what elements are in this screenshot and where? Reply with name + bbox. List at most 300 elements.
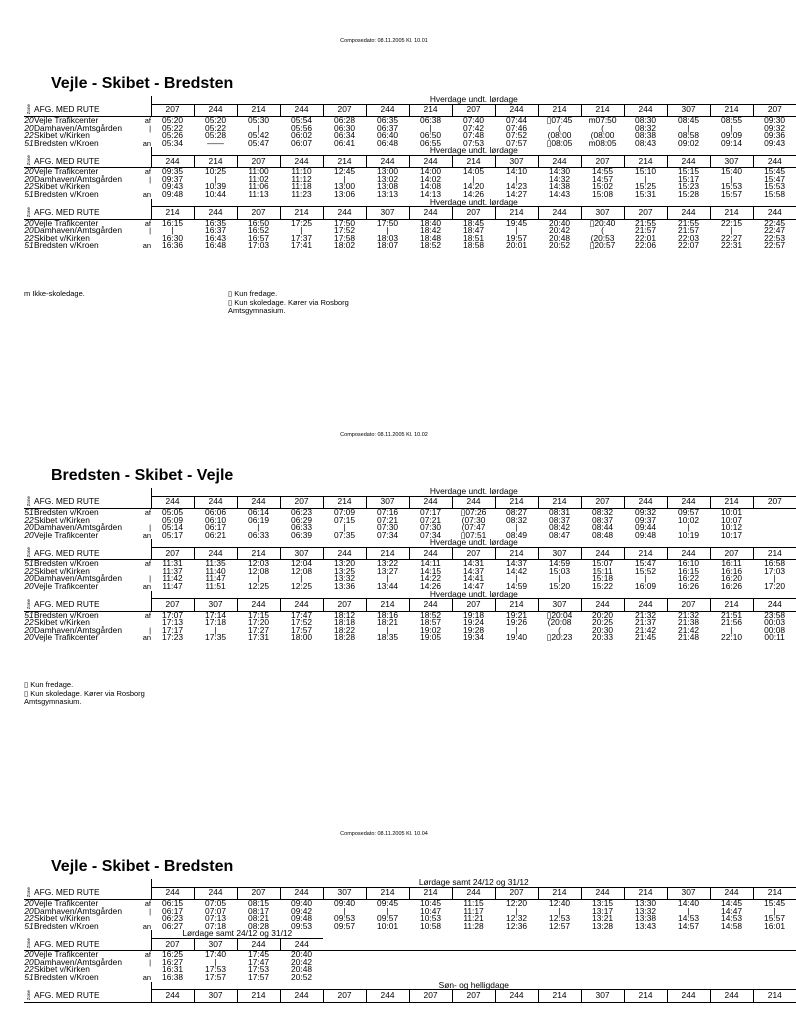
departure-time: 08:47 [549, 529, 571, 540]
zone-number: 20 [24, 173, 34, 184]
route-number: 207 [710, 547, 753, 559]
period-title: Lørdage samt 24/12 og 31/12 [151, 930, 323, 938]
route-number: 214 [581, 104, 624, 116]
arrive-depart: an [142, 582, 152, 592]
departure-time: 09:48 [162, 189, 184, 200]
departure-time: 05:30 [248, 114, 270, 125]
zone-number: 51 [24, 506, 34, 517]
zone-number: 22 [24, 130, 34, 141]
zone-number: 51 [24, 972, 34, 983]
departure-time: 06:19 [248, 514, 270, 525]
arrive-depart: af [144, 218, 152, 228]
departure-time: 22:03 [678, 232, 700, 243]
departure-time: 15:47 [764, 173, 786, 184]
zone-number: 20 [24, 632, 34, 643]
route-number: 244 [280, 599, 323, 611]
period-title: Hverdage undt. lørdage [151, 96, 796, 104]
departure-time: 14:55 [592, 166, 614, 177]
departure-time: 08:49 [506, 529, 528, 540]
departure-time: 16:35 [205, 217, 227, 228]
departure-time: 21:38 [678, 617, 700, 628]
departure-time: 15:07 [592, 558, 614, 569]
route-number: 214 [538, 496, 581, 508]
departure-time: 11:18 [291, 181, 312, 192]
departure-time: 00:08 [764, 624, 786, 635]
route-number: 214 [538, 887, 581, 899]
departure-time: 14:30 [549, 166, 571, 177]
period-row [24, 147, 796, 155]
route-number: 214 [753, 547, 796, 559]
departure-time: 12:25 [248, 581, 270, 592]
departure-time: 12:57 [549, 920, 571, 931]
departure-time: 17:50 [377, 217, 399, 228]
departure-time: ▯20:04 [546, 609, 573, 620]
stop-name: Vejle Trafikcenter [34, 166, 99, 177]
departure-time: 13:32 [334, 573, 356, 584]
departure-time: 06:33 [248, 529, 270, 540]
route-number: 244 [409, 496, 452, 508]
route-number: 244 [323, 547, 366, 559]
departure-time: 07:35 [334, 529, 356, 540]
departure-time: 09:44 [635, 522, 657, 533]
departure-time: 18:51 [463, 232, 485, 243]
route-row [24, 990, 796, 1002]
stop-name: Vejle Trafikcenter [34, 632, 99, 643]
arrive-depart: an [142, 190, 152, 200]
departure-time: | [214, 624, 217, 635]
route-number: 244 [753, 155, 796, 167]
departure-time: 20:25 [592, 617, 614, 628]
arrive-depart: | [149, 906, 152, 916]
arrive-depart: | [149, 574, 152, 584]
departure-time: 17:18 [205, 617, 227, 628]
zone-header-label: Zone [26, 547, 32, 558]
stop-row [24, 959, 796, 967]
departure-time: 22:45 [764, 217, 786, 228]
period-title: Hverdage undt. lørdage [151, 147, 796, 155]
departure-time: 22:27 [721, 232, 743, 243]
departure-time: 22:31 [721, 240, 743, 251]
departure-time: 11:10 [291, 166, 312, 177]
stop-name: Bredsten v/Kroen [34, 240, 99, 251]
departure-time: 14:27 [506, 189, 528, 200]
departure-time: 18:40 [420, 217, 442, 228]
route-number: 244 [366, 155, 409, 167]
departure-time: 13:21 [592, 913, 614, 924]
departure-time: 07:53 [463, 137, 485, 148]
arrive-depart: an [142, 921, 152, 931]
zone-number: 20 [24, 166, 34, 177]
departure-time: 10:19 [678, 529, 700, 540]
footnote-list [24, 681, 145, 707]
footnote-line: ▯ Kun skoledage. Kører via Rosborg [24, 688, 145, 698]
stop-row [24, 966, 796, 974]
departure-time: 17:25 [291, 217, 313, 228]
arrive-depart: | [149, 625, 152, 635]
departure-time: 14:37 [506, 558, 528, 569]
route-number: 207 [667, 599, 710, 611]
departure-time: 14:42 [506, 565, 528, 576]
departure-time: m07:50 [588, 114, 617, 125]
departure-time: 15:45 [764, 897, 786, 908]
departure-time: 13:44 [377, 581, 399, 592]
route-number: 244 [538, 207, 581, 219]
route-number: 244 [194, 496, 237, 508]
departure-time: 06:29 [291, 514, 313, 525]
route-number: 207 [495, 887, 538, 899]
period-title: Søn- og helligdage [151, 982, 796, 990]
departure-time: ▯08:05 [546, 137, 573, 148]
departure-time: 13:08 [377, 181, 399, 192]
zone-number: 22 [24, 617, 34, 628]
departure-time: 15:03 [549, 565, 571, 576]
departure-time: 13:32 [635, 905, 657, 916]
stop-row [24, 634, 796, 642]
departure-time: 16:30 [162, 232, 184, 243]
route-label: AFG. MED RUTE [34, 207, 151, 219]
period-spacer [24, 930, 151, 938]
stop-name: Bredsten v/Kroen [34, 920, 99, 931]
departure-time: 22:10 [721, 632, 743, 643]
departure-time: 22:07 [678, 240, 700, 251]
stop-name: Damhaven/Amtsgården [34, 122, 122, 133]
timetable-block [24, 488, 796, 539]
departure-time: 15:52 [635, 565, 657, 576]
arrive-depart: an [142, 241, 152, 251]
departure-time: 07:13 [205, 913, 227, 924]
departure-time: 16:36 [162, 240, 184, 251]
departure-time: 13:00 [377, 166, 399, 177]
departure-time: 16:01 [764, 920, 786, 931]
departure-time: 17:53 [248, 964, 270, 975]
footnote-line: Amtsgymnasium. [24, 697, 82, 706]
departure-time: 21:45 [635, 632, 657, 643]
route-number: 214 [710, 599, 753, 611]
departure-time: | [687, 122, 690, 133]
departure-time: 18:07 [377, 240, 399, 251]
route-number: 244 [452, 887, 495, 899]
departure-time: | [343, 173, 346, 184]
time-filler [323, 974, 796, 982]
route-number: 214 [538, 104, 581, 116]
zone-number: 51 [24, 609, 34, 620]
departure-time: 15:11 [592, 565, 613, 576]
route-number: 307 [667, 887, 710, 899]
departure-time: 09:43 [764, 137, 786, 148]
departure-time: ( [601, 225, 604, 236]
departure-time: 14:20 [463, 181, 485, 192]
departure-time: | [515, 905, 518, 916]
departure-time: 16:57 [248, 232, 270, 243]
departure-time: (20:08 [547, 617, 572, 628]
zone-number: 20 [24, 897, 34, 908]
departure-time: ( [601, 122, 604, 133]
departure-time: 06:17 [205, 522, 227, 533]
route-number: 307 [323, 887, 366, 899]
stop-row [24, 974, 796, 982]
departure-time: 15:02 [592, 181, 614, 192]
departure-time: 21:32 [678, 609, 700, 620]
departure-time: 17:57 [291, 624, 313, 635]
departure-time: 07:42 [463, 122, 485, 133]
departure-time: 15:10 [635, 166, 657, 177]
departure-time: 06:39 [291, 529, 313, 540]
route-number: 207 [280, 496, 323, 508]
stop-row [24, 923, 796, 931]
departure-time: 13:20 [334, 558, 356, 569]
route-number: 244 [667, 496, 710, 508]
route-number: 244 [409, 547, 452, 559]
departure-time: (08:00 [590, 130, 615, 141]
departure-time: 18:21 [377, 617, 399, 628]
departure-time: 00:03 [764, 617, 786, 628]
departure-time: | [257, 573, 260, 584]
departure-time: 19:24 [463, 617, 485, 628]
stop-name: Skibet v/Kirken [34, 514, 90, 525]
departure-time: 06:48 [377, 137, 399, 148]
departure-time: (20:53 [590, 232, 615, 243]
departure-time: 16:37 [205, 225, 227, 236]
stop-name: Vejle Trafikcenter [34, 529, 99, 540]
departure-time: 09:53 [334, 913, 356, 924]
departure-time: 16:15 [162, 217, 184, 228]
period-title: Hverdage undt. lørdage [151, 591, 796, 599]
departure-time: 21:56 [721, 617, 743, 628]
route-number: 244 [753, 599, 796, 611]
departure-time: 17:40 [205, 949, 227, 960]
route-number: 244 [151, 496, 194, 508]
departure-time: 08:43 [635, 137, 657, 148]
compose-date: Composedato: 08.11.2005 Kl. 10.04 [340, 831, 428, 837]
departure-time: 07:07 [205, 905, 227, 916]
departure-time: 17:15 [248, 609, 270, 620]
departure-time: | [343, 522, 346, 533]
route-number: 307 [194, 990, 237, 1002]
departure-time: 14:41 [463, 573, 485, 584]
route-number: 244 [151, 155, 194, 167]
departure-time: 11:00 [248, 166, 269, 177]
departure-time: 06:06 [205, 506, 227, 517]
route-number: 244 [452, 496, 495, 508]
departure-time: 10:58 [420, 920, 442, 931]
route-number: 214 [237, 990, 280, 1002]
departure-time: 07:09 [334, 506, 356, 517]
departure-time: 05:28 [205, 130, 227, 141]
departure-time: 18:58 [463, 240, 485, 251]
route-number: 207 [151, 938, 194, 950]
departure-time: 15:40 [721, 166, 743, 177]
period-title: Hverdage undt. lørdage [151, 199, 796, 207]
zone-number: 22 [24, 964, 34, 975]
departure-time: 14:23 [506, 181, 528, 192]
arrive-depart: af [144, 559, 152, 569]
stop-name: Damhaven/Amtsgården [34, 624, 122, 635]
departure-time: 09:35 [162, 166, 184, 177]
zone-number: 22 [24, 913, 34, 924]
departure-time: 18:02 [334, 240, 356, 251]
departure-time: 11:23 [291, 189, 312, 200]
route-number: 207 [452, 990, 495, 1002]
departure-time: 14:57 [678, 920, 700, 931]
departure-time: 22:57 [764, 240, 786, 251]
departure-time: 17:47 [291, 609, 313, 620]
route-number: 244 [624, 496, 667, 508]
departure-time: ▯07:45 [546, 114, 573, 125]
departure-time: 14:10 [506, 166, 528, 177]
route-number: 307 [194, 599, 237, 611]
departure-time: 20:52 [291, 972, 313, 983]
stop-name: Bredsten v/Kroen [34, 506, 99, 517]
period-spacer [24, 199, 151, 207]
stop-name: Vejle Trafikcenter [34, 217, 99, 228]
departure-time: 08:44 [592, 522, 614, 533]
departure-time: 05:09 [162, 514, 184, 525]
timetable [24, 96, 796, 250]
route-label: AFG. MED RUTE [34, 155, 151, 167]
departure-time: 05:54 [291, 114, 313, 125]
route-number: 207 [323, 599, 366, 611]
route-number: 214 [624, 990, 667, 1002]
departure-time: 13:38 [635, 913, 657, 924]
departure-time: 11:40 [205, 565, 226, 576]
departure-time: 17:57 [205, 972, 227, 983]
departure-time: 11:47 [205, 573, 226, 584]
compose-date: Composedato: 08.11.2005 Kl. 10.02 [340, 432, 428, 438]
route-number: 244 [280, 155, 323, 167]
timetable-block [24, 196, 796, 251]
departure-time: 16:11 [721, 558, 742, 569]
route-number: 244 [624, 599, 667, 611]
departure-time: 07:18 [205, 920, 227, 931]
departure-time: 14:00 [420, 166, 442, 177]
departure-time: 17:20 [764, 581, 786, 592]
departure-time: 05:47 [248, 137, 270, 148]
arrive-depart: af [144, 898, 152, 908]
route-number: 207 [753, 496, 796, 508]
departure-time: 16:22 [678, 573, 700, 584]
route-filler [323, 938, 796, 950]
departure-time: 09:37 [635, 514, 657, 525]
departure-time: | [257, 522, 260, 533]
route-number: 214 [409, 104, 452, 116]
route-number: 214 [151, 207, 194, 219]
time-filler [753, 524, 796, 532]
departure-time: 21:57 [635, 225, 657, 236]
route-number: 214 [495, 547, 538, 559]
departure-time: 17:17 [162, 624, 184, 635]
departure-time: 14:59 [549, 558, 571, 569]
departure-time: 17:45 [248, 949, 270, 960]
route-number: 244 [194, 104, 237, 116]
departure-time: 18:45 [463, 217, 485, 228]
time-filler [753, 532, 796, 540]
arrive-depart: af [144, 610, 152, 620]
departure-time: | [773, 905, 776, 916]
route-number: 307 [581, 990, 624, 1002]
departure-time: 19:28 [463, 624, 485, 635]
route-number: 214 [624, 887, 667, 899]
departure-time: 05:56 [291, 122, 313, 133]
departure-time: | [730, 173, 733, 184]
route-number: 307 [710, 155, 753, 167]
zone-number: 20 [24, 624, 34, 635]
route-number: 244 [581, 599, 624, 611]
departure-time: 13:00 [334, 181, 356, 192]
route-label: AFG. MED RUTE [34, 990, 151, 1002]
departure-time: 21:37 [635, 617, 657, 628]
time-filler [323, 951, 796, 959]
departure-time: 08:37 [592, 514, 614, 525]
departure-time: 13:28 [592, 920, 614, 931]
route-label: AFG. MED RUTE [34, 496, 151, 508]
departure-time: 08:32 [592, 506, 614, 517]
stop-row [24, 140, 796, 148]
route-number: 244 [710, 990, 753, 1002]
departure-time: (07:47 [461, 522, 486, 533]
departure-time: 18:22 [334, 624, 356, 635]
departure-time: 14:37 [463, 565, 485, 576]
departure-time: 09:48 [291, 913, 313, 924]
departure-time: | [558, 905, 561, 916]
route-number: 244 [366, 990, 409, 1002]
route-row [24, 938, 796, 950]
departure-time: 18:12 [334, 609, 356, 620]
departure-time: 16:26 [678, 581, 700, 592]
route-number: 214 [495, 496, 538, 508]
route-number: 214 [366, 887, 409, 899]
time-filler [323, 966, 796, 974]
departure-time: 17:52 [334, 225, 356, 236]
departure-time: 15:31 [635, 189, 657, 200]
departure-time: 09:37 [162, 173, 184, 184]
period-spacer [24, 591, 151, 599]
departure-time: 14:15 [420, 565, 442, 576]
zone-header-label: Zone [26, 496, 32, 507]
departure-time: 08:31 [549, 506, 571, 517]
departure-time: 15:57 [721, 189, 743, 200]
zone-number: 20 [24, 225, 34, 236]
zone-number: 22 [24, 181, 34, 192]
departure-time: 09:14 [721, 137, 743, 148]
departure-time: 19:05 [420, 632, 442, 643]
route-number: 244 [753, 207, 796, 219]
departure-time: 14:05 [463, 166, 485, 177]
route-number: 214 [366, 547, 409, 559]
time-filler [753, 508, 796, 516]
departure-time: 22:53 [764, 232, 786, 243]
departure-time: | [515, 624, 518, 635]
route-number: 307 [538, 599, 581, 611]
departure-time: 20:42 [549, 225, 571, 236]
route-label: AFG. MED RUTE [34, 887, 151, 899]
departure-time: 11:28 [463, 920, 484, 931]
departure-time: 06:23 [291, 506, 313, 517]
departure-time: ▯07:26 [460, 506, 487, 517]
departure-time: 10:02 [678, 514, 700, 525]
departure-time: 13:15 [592, 897, 614, 908]
departure-time: 05:34 [162, 137, 184, 148]
departure-time: 14:40 [678, 897, 700, 908]
route-number: 214 [194, 155, 237, 167]
departure-time: 11:21 [463, 913, 484, 924]
departure-time: 16:25 [162, 949, 184, 960]
stop-name: Skibet v/Kirken [34, 130, 90, 141]
departure-time: 11:37 [162, 565, 183, 576]
timetable [24, 879, 796, 1003]
departure-time: 08:32 [506, 514, 528, 525]
departure-time: 13:17 [592, 905, 614, 916]
departure-time: 09:30 [764, 114, 786, 125]
